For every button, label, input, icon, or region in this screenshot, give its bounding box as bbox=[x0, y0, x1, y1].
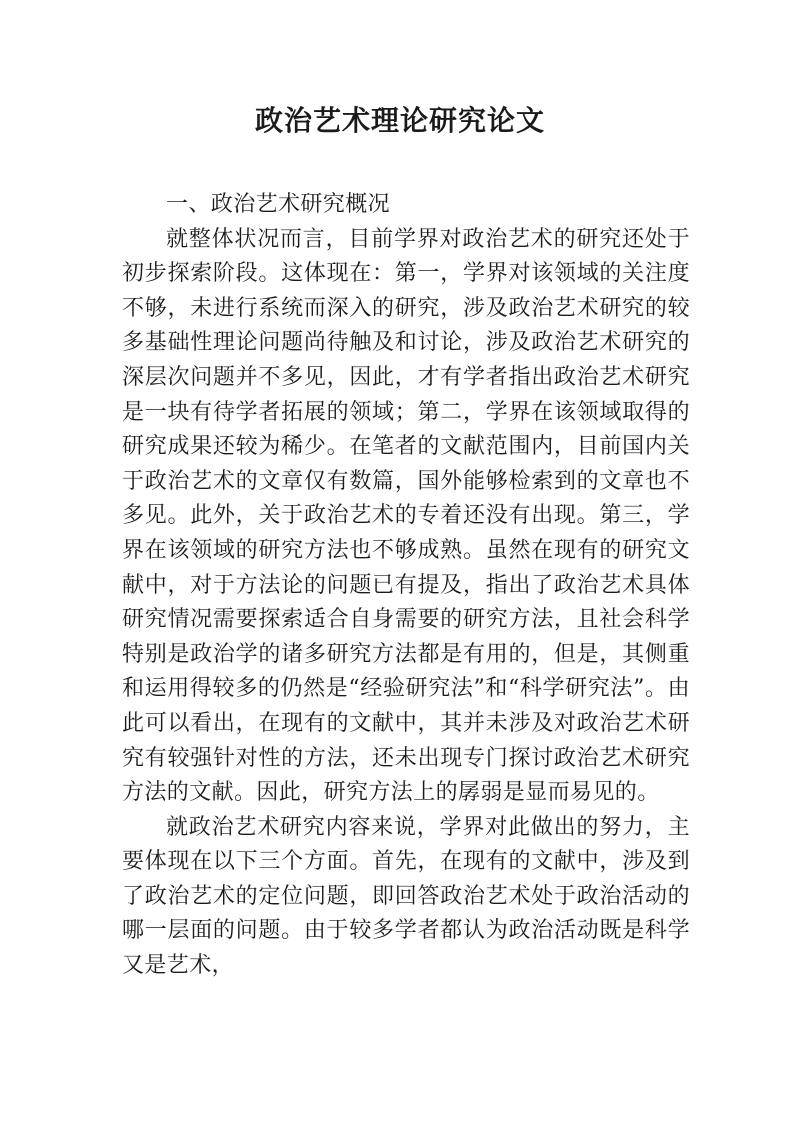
section-heading: 一、政治艺术研究概况 bbox=[166, 192, 391, 217]
paragraph-2: 就政治艺术研究内容来说，学界对此做出的努力，主要体现在以下三个方面。首先，在现有的文献中，涉及到了政治艺术的定位问题，即回答政治艺术处于政治活动的哪一层面的问题。由于较多学者都认为政治活动既是科学又是艺术， bbox=[122, 814, 690, 979]
document-title: 政治艺术理论研究论文 bbox=[254, 104, 545, 137]
document-body bbox=[122, 188, 690, 984]
paragraph-1: 就整体状况而言，目前学界对政治艺术的研究还处于初步探索阶段。这体现在：第一，学界对该领域的关注度不够，未进行系统而深入的研究，涉及政治艺术研究的较多基础性理论问题尚待触及和讨论，涉及政治艺术研究的深层次问题并不多见，因此，才有学者指出政治艺术研究是一块有待学者拓展的领域；第二，学界在该领域取得的研究成果还较为稀少。在笔者的文献范围内，目前国内关于政治艺术的文章仅有数篇，国外能够检索到的文章也不多见。此外，关于政治艺术的专着还没有出现。第三，学界在该领域的研究方法也不够成熟。虽然在现有的研究文献中，对于方法论的问题已有提及，指出了政治艺术具体研究情况需要探索适合自身需要的研究方法，且社会科学特别是政治学的诸多研究方法都是有用的，但是，其侧重和运用得较多的仍然是“经验研究法”和“科学研究法”。由此可以看出，在现有的文献中，其并未涉及对政治艺术研究有较强针对性的方法，还未出现专门探讨政治艺术研究方法的文献。因此，研究方法上的孱弱是显而易见的。 bbox=[122, 226, 690, 806]
